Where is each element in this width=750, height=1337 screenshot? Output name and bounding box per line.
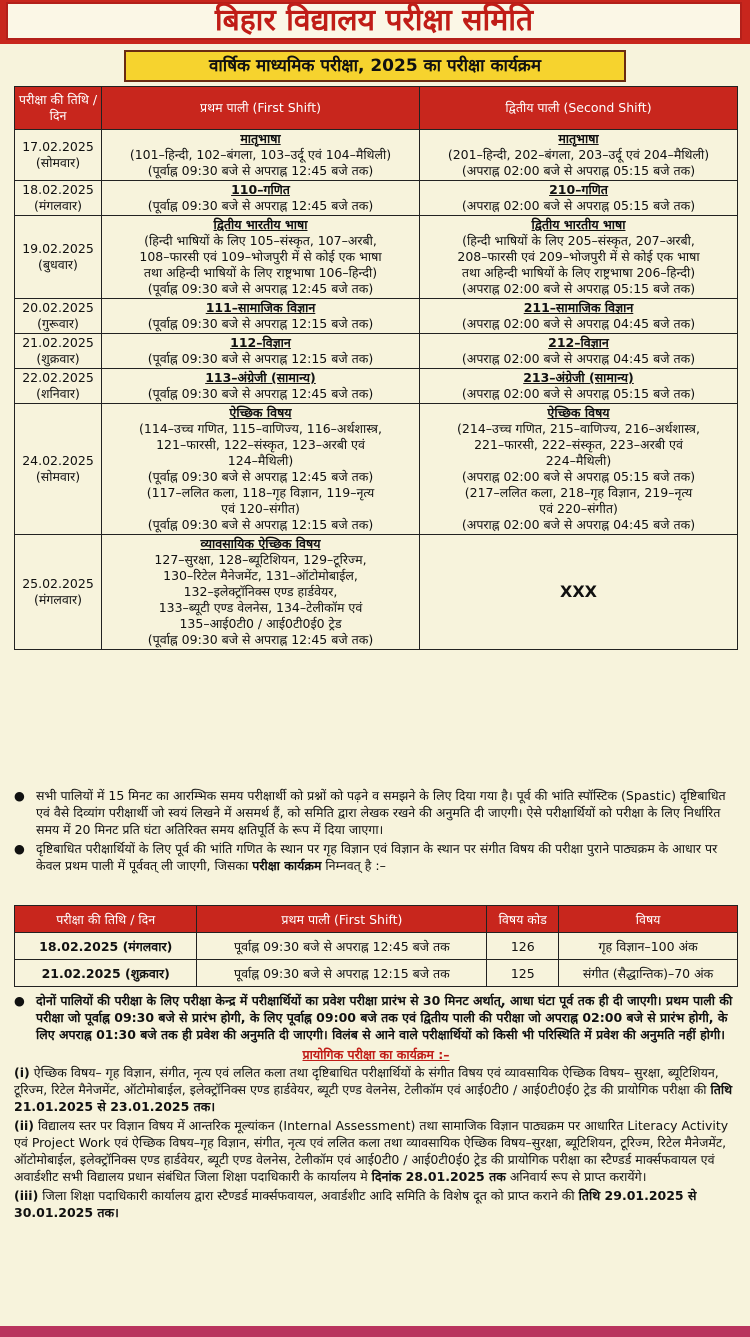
t2-cell: 18.02.2025 (मंगलवार) bbox=[15, 933, 197, 960]
practical-text-bold: तिथि 29.01.2025 से 30.01.2025 तक। bbox=[14, 1188, 697, 1220]
exam-date: 20.02.2025 bbox=[22, 300, 94, 315]
date-cell bbox=[15, 535, 102, 650]
subject-title: 112–विज्ञान bbox=[230, 335, 291, 350]
schedule-line: (हिन्दी भाषियों के लिए 105–संस्कृत, 107–अरबी, bbox=[144, 233, 377, 248]
date-cell bbox=[15, 404, 102, 535]
exam-date: 18.02.2025 bbox=[22, 182, 94, 197]
practical-text: जिला शिक्षा पदाधिकारी कार्यालय द्वारा स्टैण्डर्ड मार्क्सफवायल, अवार्डशीट आदि समिति के विशेष दूत को प्राप्त कराने की bbox=[42, 1188, 575, 1203]
schedule-line: (पूर्वाह्न 09:30 बजे से अपराह्न 12:45 बजे तक) bbox=[147, 163, 374, 178]
subject-title: 113–अंग्रेजी (सामान्य) bbox=[205, 370, 316, 385]
t2-cell: संगीत (सैद्धान्तिक)–70 अंक bbox=[559, 960, 738, 987]
subject-title: 110–गणित bbox=[231, 182, 290, 197]
table-row bbox=[15, 181, 738, 216]
schedule-line: (201–हिन्दी, 202–बंगला, 203–उर्दू एवं 204–मैथिली) bbox=[447, 147, 710, 162]
note-item bbox=[14, 992, 738, 1043]
table-row bbox=[15, 404, 738, 535]
schedule-line: 108–फारसी एवं 109–भोजपुरी में से कोई एक भाषा bbox=[139, 249, 382, 264]
exam-day: (शुक्रवार) bbox=[36, 351, 80, 366]
subject-title: 213–अंग्रेजी (सामान्य) bbox=[523, 370, 634, 385]
schedule-line: (पूर्वाह्न 09:30 बजे से अपराह्न 12:15 बजे तक) bbox=[147, 316, 374, 331]
schedule-line: (217–ललित कला, 218–गृह विज्ञान, 219–नृत्य bbox=[464, 485, 693, 500]
schedule-line: (पूर्वाह्न 09:30 बजे से अपराह्न 12:15 बजे तक) bbox=[147, 351, 374, 366]
note-text-part: दृष्टिबाधित परीक्षार्थियों के लिए पूर्व की भांति गणित के स्थान पर गृह विज्ञान एवं विज्ञान के स्थान पर संगीत विषय की परीक्षा पुराने पाठ्यक्रम के आधार पर केवल प्रथम पाली में पूर्ववत् ली जाएगी, जिसका bbox=[36, 841, 718, 873]
second-shift-cell bbox=[420, 334, 738, 369]
subject-title: द्वितीय भारतीय भाषा bbox=[213, 217, 308, 232]
practical-item bbox=[14, 1117, 738, 1185]
exam-schedule-table bbox=[14, 86, 738, 650]
schedule-line: (अपराह्न 02:00 बजे से अपराह्न 04:45 बजे तक) bbox=[461, 517, 696, 532]
exam-date: 22.02.2025 bbox=[22, 370, 94, 385]
note-text-bold: परीक्षा कार्यक्रम bbox=[252, 858, 322, 873]
date-cell bbox=[15, 130, 102, 181]
t2-cell: 21.02.2025 (शुक्रवार) bbox=[15, 960, 197, 987]
practical-label: (i) bbox=[14, 1065, 30, 1080]
schedule-line: 224–मैथिली) bbox=[545, 453, 612, 468]
schedule-line: (अपराह्न 02:00 बजे से अपराह्न 04:45 बजे तक) bbox=[461, 316, 696, 331]
t2-header-subject: विषय bbox=[559, 906, 738, 933]
subject-title: मातृभाषा bbox=[240, 131, 281, 146]
second-shift-cell bbox=[420, 404, 738, 535]
header-date: परीक्षा की तिथि / दिन bbox=[15, 87, 102, 130]
header-second-shift: द्वितीय पाली (Second Shift) bbox=[420, 87, 738, 130]
exam-date: 19.02.2025 bbox=[22, 241, 94, 256]
schedule-line: (अपराह्न 02:00 बजे से अपराह्न 05:15 बजे तक) bbox=[461, 163, 696, 178]
schedule-line: 130–रिटेल मैनेजमेंट, 131–ऑटोमोबाईल, bbox=[163, 568, 358, 583]
date-cell bbox=[15, 369, 102, 404]
practical-item bbox=[14, 1187, 738, 1221]
t2-header-shift: प्रथम पाली (First Shift) bbox=[197, 906, 487, 933]
schedule-line: तथा अहिन्दी भाषियों के लिए राष्ट्रभाषा 206–हिन्दी) bbox=[461, 265, 696, 280]
schedule-line: 132–इलेक्ट्रॉनिक्स एण्ड हार्डवेयर, bbox=[183, 584, 338, 599]
practical-text: विद्यालय स्तर पर विज्ञान विषय में आन्तरिक मूल्यांकन (Internal Assessment) तथा सामाजिक विज्ञान पाठ्यक्रम पर आधारित Literacy Activity एवं Project Work एवं ऐच्छिक विषय–गृह विज्ञान, संगीत, नृत्य एवं ललित कला तथा व्यावसायिक ऐच्छिक विषय–सुरक्षा, ब्यूटिशियन, टूरिज्म, रिटेल मैनेजमेंट, ऑटोमोबाईल, इलेक्ट्रॉनिक्स एण्ड हार्डवेयर, ब्यूटी एण्ड वेलनेस, टेलीकॉम एवं आई0टी0 / आई0टी0ई0 ट्रेड की प्रायोगिक परीक्षा का स्टैण्डर्ड मार्क्सफवायल एवं अवार्डशीट सभी विद्यालय प्रधान संबंधित जिला शिक्षा पदाधिकारी के कार्यालय मे bbox=[14, 1118, 729, 1184]
t2-cell: पूर्वाह्न 09:30 बजे से अपराह्न 12:15 बजे तक bbox=[197, 960, 487, 987]
first-shift-cell bbox=[102, 535, 420, 650]
exam-date: 25.02.2025 bbox=[22, 576, 94, 591]
second-shift-cell bbox=[420, 181, 738, 216]
subject-title: ऐच्छिक विषय bbox=[547, 405, 610, 420]
practical-text: ऐच्छिक विषय– गृह विज्ञान, संगीत, नृत्य एवं ललित कला तथा दृष्टिबाधित परीक्षार्थियों के संगीत विषय एवं व्यावसायिक ऐच्छिक विषय– सुरक्षा, ब्यूटिशियन, टूरिज्म, रिटेल मैनेजमेंट, ऑटोमोबाईल, इलेक्ट्रॉनिक्स एण्ड हार्डवेयर, ब्यूटी एण्ड वेलनेस, टेलीकॉम एवं आई0टी0 / आई0टी0ई0 ट्रेड की प्रायोगिक परीक्षा की bbox=[14, 1065, 719, 1097]
subject-title: व्यावसायिक ऐच्छिक विषय bbox=[200, 536, 321, 551]
exam-day: (गुरूवार) bbox=[37, 316, 79, 331]
subject-title: द्वितीय भारतीय भाषा bbox=[531, 217, 626, 232]
schedule-line: (114–उच्च गणित, 115–वाणिज्य, 116–अर्थशास्त्र, bbox=[139, 421, 382, 436]
schedule-line: (हिन्दी भाषियों के लिए 205–संस्कृत, 207–अरबी, bbox=[462, 233, 695, 248]
notes-block-1 bbox=[14, 787, 738, 874]
table-row bbox=[15, 369, 738, 404]
note-text: दोनों पालियों की परीक्षा के लिए परीक्षा केन्द्र में परीक्षार्थियों का प्रवेश परीक्षा प्रारंभ से 30 मिनट अर्थात्, आधा घंटा पूर्व तक ही दी जाएगी। प्रथम पाली की परीक्षा जो पूर्वाह्न 09:30 बजे से प्रारंभ होगी, के लिए पूर्वाह्न 09:00 बजे तक एवं द्वितीय पाली की परीक्षा जो अपराह्न 02:00 बजे से प्रारंभ होगी, के लिए अपराह्न 01:30 बजे तक ही प्रवेश की अनुमति दी जाएगी। विलंब से आने वाले परीक्षार्थियों को किसी भी परिस्थिति में प्रवेश की अनुमति नहीं होगी। bbox=[36, 993, 733, 1042]
schedule-line: (पूर्वाह्न 09:30 बजे से अपराह्न 12:45 बजे तक) bbox=[147, 469, 374, 484]
schedule-line: एवं 120–संगीत) bbox=[221, 501, 300, 516]
schedule-line: 124–मैथिली) bbox=[227, 453, 294, 468]
table-row bbox=[15, 960, 738, 987]
t2-cell: 125 bbox=[487, 960, 559, 987]
t2-header-code: विषय कोड bbox=[487, 906, 559, 933]
subject-title: 211–सामाजिक विज्ञान bbox=[523, 300, 634, 315]
note-text-part: निम्नवत् है :– bbox=[325, 858, 386, 873]
subject-title: मातृभाषा bbox=[558, 131, 599, 146]
exam-day: (मंगलवार) bbox=[33, 592, 83, 607]
schedule-line: (पूर्वाह्न 09:30 बजे से अपराह्न 12:15 बजे तक) bbox=[147, 517, 374, 532]
schedule-line: (पूर्वाह्न 09:30 बजे से अपराह्न 12:45 बजे तक) bbox=[147, 632, 374, 647]
table-row bbox=[15, 933, 738, 960]
blind-candidates-table bbox=[14, 905, 738, 987]
exam-day: (सोमवार) bbox=[35, 469, 81, 484]
practical-text-bold: तिथि 21.01.2025 से 23.01.2025 तक। bbox=[14, 1082, 733, 1114]
schedule-line: एवं 220–संगीत) bbox=[539, 501, 618, 516]
subject-title: ऐच्छिक विषय bbox=[229, 405, 292, 420]
schedule-line: (अपराह्न 02:00 बजे से अपराह्न 05:15 बजे तक) bbox=[461, 469, 696, 484]
first-shift-cell bbox=[102, 130, 420, 181]
table-row bbox=[15, 299, 738, 334]
footer-bar bbox=[0, 1326, 750, 1337]
subject-title: 111–सामाजिक विज्ञान bbox=[205, 300, 316, 315]
table-row bbox=[15, 334, 738, 369]
t2-header-date: परीक्षा की तिथि / दिन bbox=[15, 906, 197, 933]
note-text bbox=[36, 840, 738, 874]
first-shift-cell bbox=[102, 369, 420, 404]
note-item bbox=[14, 787, 738, 838]
second-shift-cell bbox=[420, 130, 738, 181]
first-shift-cell bbox=[102, 299, 420, 334]
header-banner bbox=[0, 0, 750, 44]
notes-block-2 bbox=[14, 992, 738, 1221]
practical-label: (iii) bbox=[14, 1188, 39, 1203]
note-text: सभी पालियों में 15 मिनट का आरम्भिक समय परीक्षार्थी को प्रश्नों को पढ़ने व समझने के लिए दिया गया है। पूर्व की भांति स्पॉस्टिक (Spastic) दृष्टिबाधित एवं वैसे दिव्यांग परीक्षार्थी जो स्वयं लिखने में असमर्थ हैं, को समिति द्वारा लेखक रखने की अनुमति दी जाएगी। ऐसे परीक्षार्थियों को परीक्षा के लिए निर्धारित समय में 20 मिनट प्रति घंटा अतिरिक्त समय क्षतिपूर्ति के रूप में दिया जाएगा। bbox=[36, 788, 726, 837]
schedule-line: 133–ब्यूटी एण्ड वेलनेस, 134–टेलीकॉम एवं bbox=[158, 600, 363, 615]
exam-date: 17.02.2025 bbox=[22, 139, 94, 154]
schedule-line: (पूर्वाह्न 09:30 बजे से अपराह्न 12:45 बजे तक) bbox=[147, 198, 374, 213]
table-row bbox=[15, 535, 738, 650]
bullet-icon: ● bbox=[14, 841, 25, 856]
t2-cell: 126 bbox=[487, 933, 559, 960]
exam-date: 24.02.2025 bbox=[22, 453, 94, 468]
table-row bbox=[15, 216, 738, 299]
second-shift-cell bbox=[420, 299, 738, 334]
first-shift-cell bbox=[102, 181, 420, 216]
first-shift-cell bbox=[102, 334, 420, 369]
exam-day: (मंगलवार) bbox=[33, 198, 83, 213]
practical-item bbox=[14, 1064, 738, 1115]
second-shift-cell bbox=[420, 369, 738, 404]
schedule-line: 127–सुरक्षा, 128–ब्यूटिशियन, 129–टूरिज्म, bbox=[154, 552, 367, 567]
date-cell bbox=[15, 216, 102, 299]
exam-day: (सोमवार) bbox=[35, 155, 81, 170]
schedule-line: (अपराह्न 02:00 बजे से अपराह्न 04:45 बजे तक) bbox=[461, 351, 696, 366]
header-first-shift: प्रथम पाली (First Shift) bbox=[102, 87, 420, 130]
date-cell bbox=[15, 299, 102, 334]
schedule-line: (117–ललित कला, 118–गृह विज्ञान, 119–नृत्य bbox=[146, 485, 375, 500]
schedule-line: (अपराह्न 02:00 बजे से अपराह्न 05:15 बजे तक) bbox=[461, 198, 696, 213]
table-row bbox=[15, 130, 738, 181]
schedule-line: 135–आई0टी0 / आई0टी0ई0 ट्रेड bbox=[179, 616, 342, 631]
exam-subtitle: वार्षिक माध्यमिक परीक्षा, 2025 का परीक्षा कार्यक्रम bbox=[124, 50, 626, 82]
schedule-line: (पूर्वाह्न 09:30 बजे से अपराह्न 12:45 बजे तक) bbox=[147, 281, 374, 296]
table-header-row bbox=[15, 906, 738, 933]
exam-day: (बुधवार) bbox=[38, 257, 78, 272]
practical-label: (ii) bbox=[14, 1118, 34, 1133]
practical-text-bold: दिनांक 28.01.2025 तक bbox=[371, 1169, 506, 1184]
t2-cell: गृह विज्ञान–100 अंक bbox=[559, 933, 738, 960]
schedule-line: 221–फारसी, 222–संस्कृत, 223–अरबी एवं bbox=[474, 437, 683, 452]
subject-title: 210–गणित bbox=[549, 182, 608, 197]
t2-cell: पूर्वाह्न 09:30 बजे से अपराह्न 12:45 बजे तक bbox=[197, 933, 487, 960]
subject-title: 212–विज्ञान bbox=[548, 335, 609, 350]
first-shift-cell bbox=[102, 404, 420, 535]
date-cell bbox=[15, 181, 102, 216]
note-item bbox=[14, 840, 738, 874]
date-cell bbox=[15, 334, 102, 369]
first-shift-cell bbox=[102, 216, 420, 299]
exam-day: (शनिवार) bbox=[36, 386, 80, 401]
schedule-line: (अपराह्न 02:00 बजे से अपराह्न 05:15 बजे तक) bbox=[461, 281, 696, 296]
second-shift-cell bbox=[420, 535, 738, 650]
schedule-line: 121–फारसी, 122–संस्कृत, 123–अरबी एवं bbox=[156, 437, 365, 452]
schedule-line: 208–फारसी एवं 209–भोजपुरी में से कोई एक भाषा bbox=[457, 249, 700, 264]
bullet-icon: ● bbox=[14, 788, 25, 803]
page-title: बिहार विद्यालय परीक्षा समिति bbox=[6, 2, 742, 40]
second-shift-cell bbox=[420, 216, 738, 299]
schedule-line: तथा अहिन्दी भाषियों के लिए राष्ट्रभाषा 106–हिन्दी) bbox=[143, 265, 378, 280]
bullet-icon: ● bbox=[14, 993, 25, 1008]
table-header-row bbox=[15, 87, 738, 130]
schedule-line: (214–उच्च गणित, 215–वाणिज्य, 216–अर्थशास्त्र, bbox=[457, 421, 700, 436]
schedule-line: (101–हिन्दी, 102–बंगला, 103–उर्दू एवं 104–मैथिली) bbox=[129, 147, 392, 162]
not-applicable: XXX bbox=[559, 582, 597, 601]
exam-date: 21.02.2025 bbox=[22, 335, 94, 350]
schedule-line: (पूर्वाह्न 09:30 बजे से अपराह्न 12:45 बजे तक) bbox=[147, 386, 374, 401]
practical-heading: प्रायोगिक परीक्षा का कार्यक्रम :– bbox=[302, 1047, 450, 1062]
practical-text: अनिवार्य रूप से प्राप्त करायेंगे। bbox=[509, 1169, 647, 1184]
schedule-line: (अपराह्न 02:00 बजे से अपराह्न 05:15 बजे तक) bbox=[461, 386, 696, 401]
